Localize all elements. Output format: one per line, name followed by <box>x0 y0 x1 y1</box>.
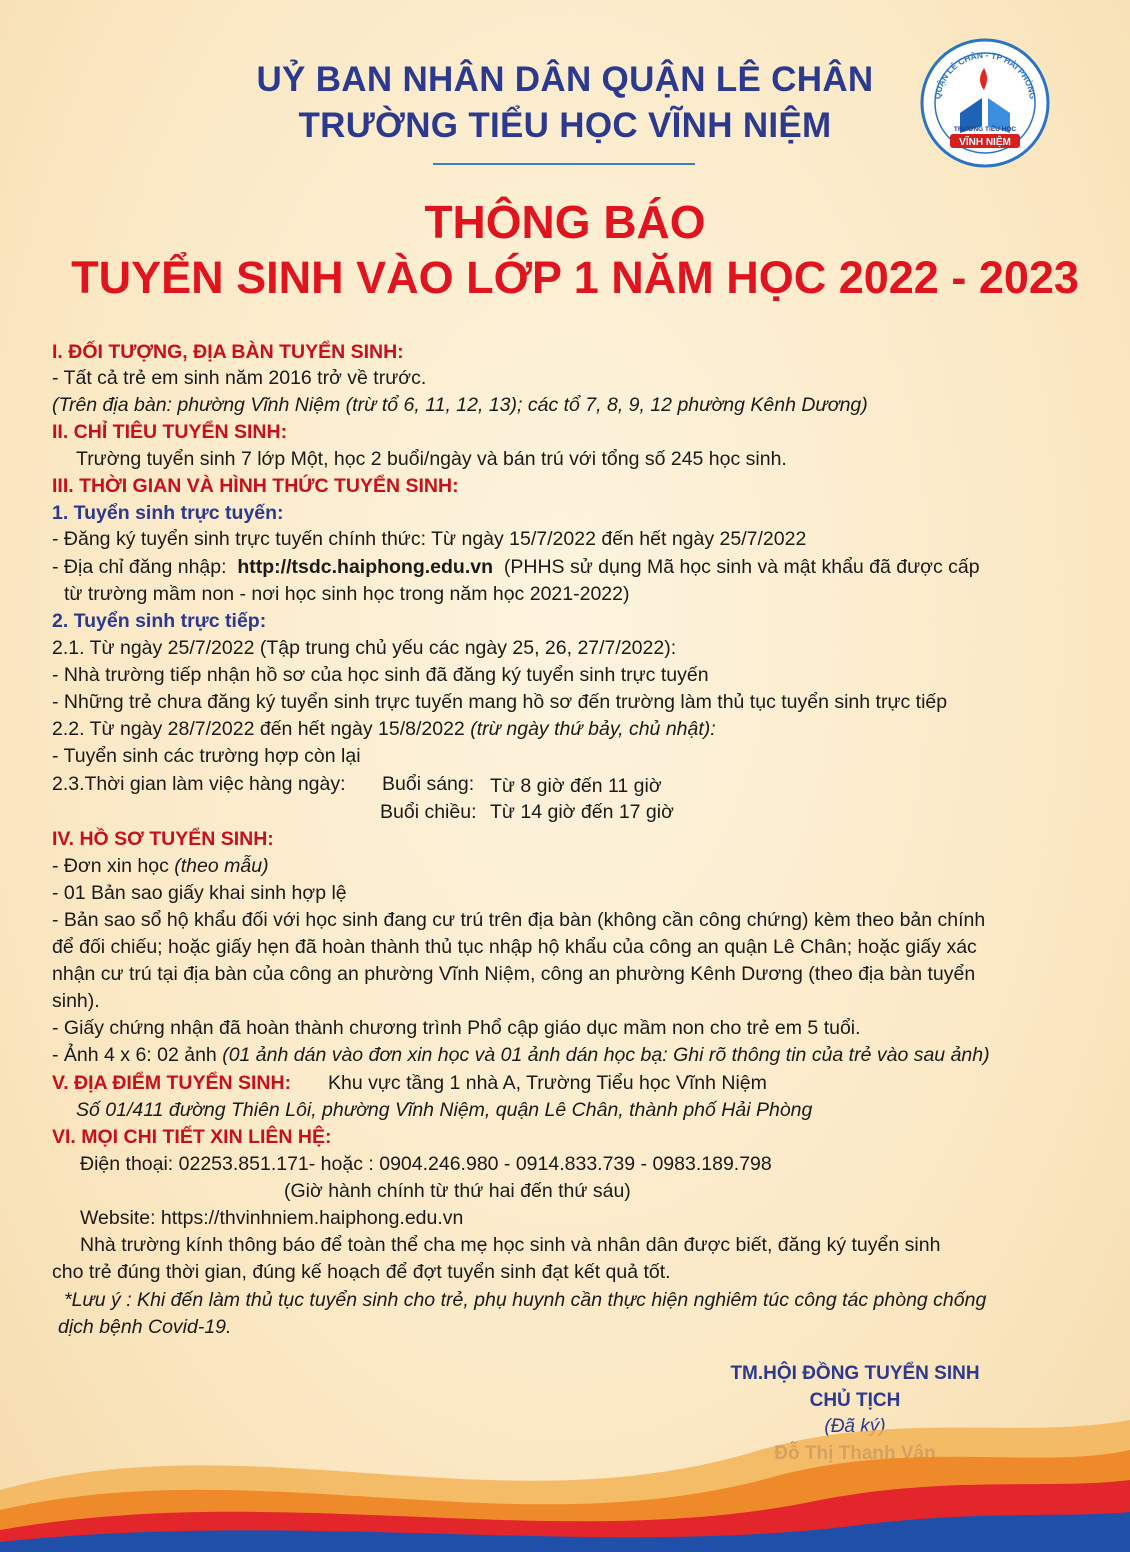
section-1-line-2: (Trên địa bàn: phường Vĩnh Niệm (trừ tổ 6, 11, 12, 13); các tổ 7, 8, 9, 12 phường Kênh Dương) <box>52 394 868 416</box>
notice-subtitle: TUYỂN SINH VÀO LỚP 1 NĂM HỌC 2022 - 2023 <box>71 252 1079 303</box>
application-form-note: (theo mẫu) <box>174 855 269 877</box>
logo-school-small: TRƯỜNG TIỂU HỌC <box>953 126 1017 133</box>
section-4-line-1 <box>52 854 269 878</box>
covid-note-1: *Lưu ý : Khi đến làm thủ tục tuyển sinh cho trẻ, phụ huynh cần thực hiện nghiêm túc công tác phòng chống <box>64 1289 987 1311</box>
login-address-label: - Địa chỉ đăng nhập: <box>52 556 227 578</box>
section-2-line-1: Trường tuyển sinh 7 lớp Một, học 2 buổi/ngày và bán trú với tổng số 245 học sinh. <box>76 448 787 470</box>
section-3-sub-1: 1. Tuyển sinh trực tuyến: <box>52 502 284 524</box>
afternoon-hours: Từ 14 giờ đến 17 giờ <box>490 801 674 823</box>
period-2-2: 2.2. Từ ngày 28/7/2022 đến hết ngày 15/8/2022 <box>52 718 465 740</box>
section-3-line-7 <box>52 717 716 741</box>
signature-council: TM.HỘI ĐỒNG TUYỂN SINH <box>730 1363 980 1384</box>
photo-requirement: - Ảnh 4 x 6: 02 ảnh <box>52 1044 217 1066</box>
section-3-line-3: từ trường mầm non - nơi học sinh học trong năm học 2021-2022) <box>64 583 630 605</box>
contact-website[interactable]: Website: https://thvinhniem.haiphong.edu.vn <box>80 1207 464 1229</box>
login-url-link[interactable]: http://tsdc.haiphong.edu.vn <box>237 556 494 578</box>
closing-paragraph-2: cho trẻ đúng thời gian, đúng kế hoạch để đợt tuyển sinh đạt kết quả tốt. <box>52 1261 671 1283</box>
header-line-1: UỶ BAN NHÂN DÂN QUẬN LÊ CHÂN <box>256 60 874 99</box>
application-form: - Đơn xin học <box>52 855 169 877</box>
logo-school-name: VĨNH NIỆM <box>959 137 1011 148</box>
section-4-line-7: - Giấy chứng nhận đã hoàn thành chương trình Phổ cập giáo dục mầm non cho trẻ em 5 tuổi. <box>52 1017 861 1039</box>
section-6-heading: VI. MỌI CHI TIẾT XIN LIÊN HỆ: <box>52 1126 332 1148</box>
section-4-line-2: - 01 Bản sao giấy khai sinh hợp lệ <box>52 882 347 904</box>
header-divider <box>433 163 695 165</box>
section-3-line-4: 2.1. Từ ngày 25/7/2022 (Tập trung chủ yếu các ngày 25, 26, 27/7/2022): <box>52 637 677 659</box>
enrollment-place: Khu vực tầng 1 nhà A, Trường Tiểu học Vĩnh Niệm <box>328 1072 767 1094</box>
section-4-line-5: nhận cư trú tại địa bàn của công an phường Vĩnh Niệm, công an phường Kênh Dương (theo địa bàn tuyển <box>52 963 976 985</box>
section-3-sub-2: 2. Tuyển sinh trực tiếp: <box>52 610 267 632</box>
section-2-heading: II. CHỈ TIÊU TUYỂN SINH: <box>52 421 288 443</box>
section-3-heading: III. THỜI GIAN VÀ HÌNH THỨC TUYỂN SINH: <box>52 475 459 497</box>
morning-label: Buổi sáng: <box>382 773 475 795</box>
section-3-line-2 <box>52 555 980 579</box>
section-5-heading: V. ĐỊA ĐIỂM TUYỂN SINH: <box>52 1072 292 1094</box>
section-3-line-8: - Tuyển sinh các trường hợp còn lại <box>52 745 361 767</box>
login-note: (PHHS sử dụng Mã học sinh và mật khẩu đã được cấp <box>503 556 980 578</box>
header-line-2: TRƯỜNG TIỂU HỌC VĨNH NIỆM <box>298 106 832 145</box>
signature-signed: (Đã ký) <box>824 1416 886 1437</box>
closing-paragraph-1: Nhà trường kính thông báo để toàn thể cha mẹ học sinh và nhân dân được biết, đăng ký tuyển sinh <box>80 1234 941 1256</box>
afternoon-label: Buổi chiều: <box>380 801 477 823</box>
contact-hours: (Giờ hành chính từ thứ hai đến thứ sáu) <box>284 1180 631 1202</box>
section-4-line-3: - Bản sao sổ hộ khẩu đối với học sinh đang cư trú trên địa bàn (không cần công chứng) kèm theo bản chính <box>52 909 986 931</box>
section-4-line-8 <box>52 1043 990 1067</box>
section-4-line-4: để đối chiếu; hoặc giấy hẹn đã hoàn thành thủ tục nhập hộ khẩu của công an quận Lê Chân; hoặc giấy xác <box>52 936 977 958</box>
section-4-heading: IV. HỒ SƠ TUYỂN SINH: <box>52 828 274 850</box>
section-1-heading: I. ĐỐI TƯỢNG, ĐỊA BÀN TUYỂN SINH: <box>52 341 404 363</box>
covid-note-2: dịch bệnh Covid-19. <box>58 1316 232 1338</box>
decorative-waves <box>0 1380 1130 1552</box>
section-4-line-6: sinh). <box>52 990 100 1012</box>
morning-hours: Từ 8 giờ đến 11 giờ <box>490 775 662 797</box>
school-logo <box>920 38 1050 168</box>
period-2-2-note: (trừ ngày thứ bảy, chủ nhật): <box>470 718 716 740</box>
signature-role: CHỦ TỊCH <box>809 1390 901 1411</box>
section-3-line-1: - Đăng ký tuyển sinh trực tuyến chính thức: Từ ngày 15/7/2022 đến hết ngày 25/7/2022 <box>52 528 807 550</box>
enrollment-address: Số 01/411 đường Thiên Lôi, phường Vĩnh Niệm, quận Lê Chân, thành phố Hải Phòng <box>76 1099 813 1121</box>
section-3-line-6: - Những trẻ chưa đăng ký tuyển sinh trực tuyến mang hồ sơ đến trường làm thủ tục tuyển sinh trực tiếp <box>52 691 948 713</box>
section-1-line-1: - Tất cả trẻ em sinh năm 2016 trở về trước. <box>52 367 427 389</box>
working-hours-label: 2.3.Thời gian làm việc hàng ngày: <box>52 773 346 795</box>
notice-title: THÔNG BÁO <box>424 196 706 248</box>
logo-arc-text: QUẬN LÊ CHÂN - TP HẢI PHÒNG <box>932 49 1038 100</box>
photo-requirement-note: (01 ảnh dán vào đơn xin học và 01 ảnh dán học bạ: Ghi rõ thông tin của trẻ vào sau ảnh) <box>222 1044 990 1066</box>
section-3-line-5: - Nhà trường tiếp nhận hồ sơ của học sinh đã đăng ký tuyển sinh trực tuyến <box>52 664 709 686</box>
contact-phone: Điện thoại: 02253.851.171- hoặc : 0904.246.980 - 0914.833.739 - 0983.189.798 <box>80 1153 772 1175</box>
